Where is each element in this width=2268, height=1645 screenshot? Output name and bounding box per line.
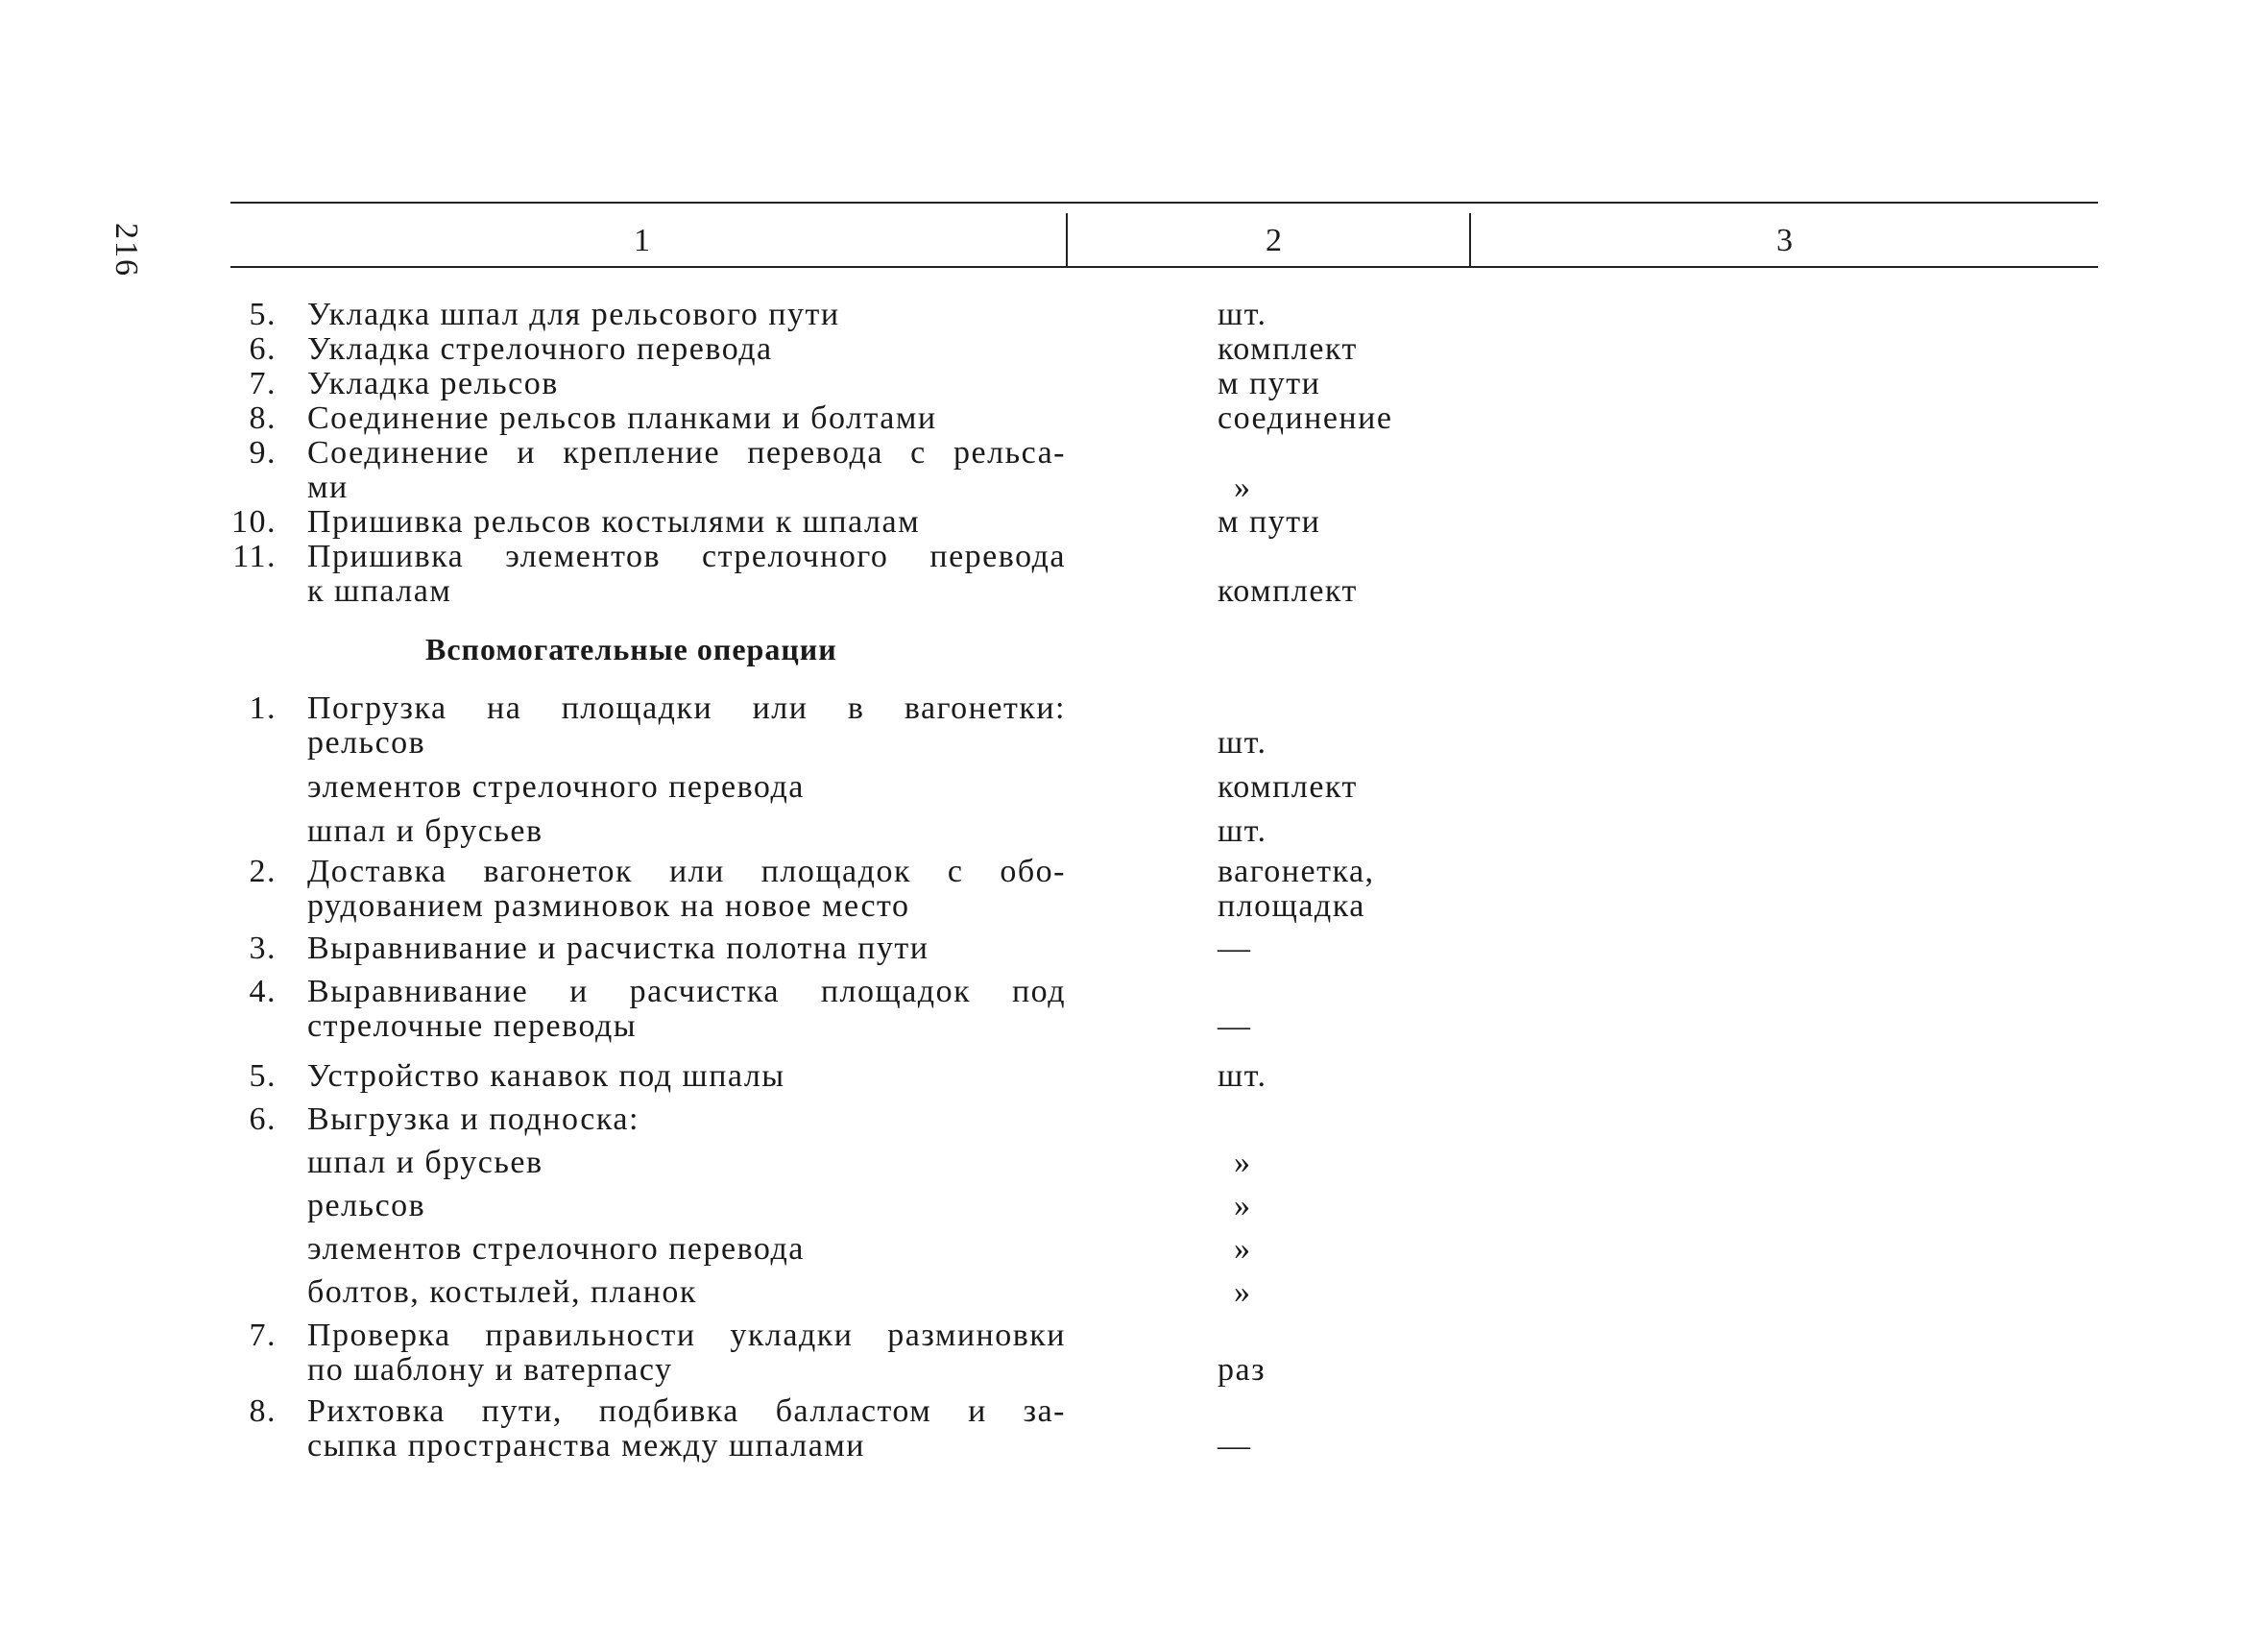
description-line: сыпка пространства между шпалами — [307, 1428, 865, 1464]
description-line: по шаблону и ватерпасу — [307, 1352, 673, 1388]
row-unit: шт. — [1218, 1058, 1267, 1094]
column-divider-2 — [1469, 213, 1471, 267]
description-line: Выравнивание и расчистка полотна пути — [307, 931, 929, 966]
description-line: Погрузка на площадки или в вагонетки: — [307, 690, 1066, 726]
description-line: к шпалам — [307, 573, 452, 609]
description-line: Укладка стрелочного перевода — [307, 331, 773, 367]
row-unit: шт. — [1218, 297, 1267, 332]
row-unit: шт. — [1218, 725, 1267, 761]
description-line: ми — [307, 470, 349, 505]
row-unit: вагонетка, площадка — [1218, 854, 1375, 924]
row-description — [307, 1394, 1066, 1464]
row-description — [307, 931, 1066, 966]
description-line: Пришивка рельсов костылями к шпалам — [307, 504, 921, 540]
description-line: Пришивка элементов стрелочного перевода — [307, 539, 1066, 574]
row-number: 4. — [249, 974, 277, 1009]
column-header-1: 1 — [634, 223, 650, 258]
row-description — [307, 1189, 1066, 1223]
row-number: 7. — [249, 1318, 277, 1353]
row-unit: » — [1234, 470, 1252, 505]
row-number: 8. — [249, 1393, 277, 1429]
row-unit: — — [1218, 1428, 1252, 1464]
row-unit: м пути — [1218, 504, 1321, 540]
row-description — [307, 436, 1066, 505]
description-line: рудованием разминовок на новое место — [307, 888, 910, 924]
row-unit: раз — [1218, 1352, 1267, 1388]
description-line: элементов стрелочного перевода — [307, 769, 805, 805]
row-description — [307, 1275, 1066, 1310]
description-line: Проверка правильности укладки разминовки — [307, 1318, 1066, 1353]
row-description — [307, 401, 1066, 436]
row-unit: соединение — [1218, 400, 1393, 436]
row-number: 11. — [232, 539, 277, 574]
column-header-2: 2 — [1266, 223, 1282, 258]
description-line: стрелочные переводы — [307, 1008, 638, 1044]
description-line: Соединение и крепление перевода с рельса- — [307, 435, 1066, 471]
row-description — [307, 1146, 1066, 1180]
section-title: Вспомогательные операции — [425, 632, 837, 666]
row-description — [307, 975, 1066, 1044]
header-bottom-rule — [230, 266, 2098, 268]
row-number: 7. — [249, 366, 277, 401]
row-unit: — — [1218, 931, 1252, 966]
row-description — [307, 814, 1066, 849]
row-unit: комплект — [1218, 573, 1358, 609]
row-unit: » — [1234, 1188, 1252, 1223]
row-unit: комплект — [1218, 331, 1358, 367]
description-line: Выгрузка и подноска: — [307, 1101, 639, 1137]
row-unit: » — [1234, 1274, 1252, 1310]
description-line: рельсов — [307, 725, 426, 761]
header-top-rule — [230, 202, 2098, 204]
row-unit: комплект — [1218, 769, 1358, 805]
row-description — [307, 1232, 1066, 1267]
row-description — [307, 1102, 1066, 1137]
description-line: Выравнивание и расчистка площадок под — [307, 974, 1066, 1009]
row-number: 6. — [249, 331, 277, 367]
description-line: шпал и брусьев — [307, 813, 543, 849]
row-number: 3. — [249, 931, 277, 966]
description-line: Доставка вагонеток или площадок с обо- — [307, 854, 1066, 889]
column-divider-1 — [1066, 213, 1068, 267]
row-unit: » — [1234, 1145, 1252, 1180]
row-unit: шт. — [1218, 813, 1267, 849]
row-unit: » — [1234, 1231, 1252, 1267]
row-unit: м пути — [1218, 366, 1321, 401]
row-number: 9. — [249, 435, 277, 471]
row-number: 6. — [249, 1101, 277, 1137]
description-line: Устройство канавок под шпалы — [307, 1058, 785, 1094]
column-header-3: 3 — [1776, 223, 1793, 258]
row-description — [307, 332, 1066, 367]
description-line: Рихтовка пути, подбивка балластом и за- — [307, 1393, 1066, 1429]
row-unit: — — [1218, 1008, 1252, 1044]
description-line: Укладка шпал для рельсового пути — [307, 297, 840, 332]
row-description — [307, 540, 1066, 609]
row-number: 8. — [249, 400, 277, 436]
row-description — [307, 298, 1066, 332]
row-description — [307, 1059, 1066, 1094]
row-number: 1. — [249, 690, 277, 726]
description-line: болтов, костылей, планок — [307, 1274, 697, 1310]
row-number: 5. — [249, 1058, 277, 1094]
row-number: 5. — [249, 297, 277, 332]
row-number: 10. — [231, 504, 277, 540]
description-line: рельсов — [307, 1188, 426, 1223]
description-line: шпал и брусьев — [307, 1145, 543, 1180]
row-number: 2. — [249, 854, 277, 889]
row-description — [307, 367, 1066, 401]
page-number: 216 — [109, 223, 144, 278]
description-line: элементов стрелочного перевода — [307, 1231, 805, 1267]
row-description — [307, 770, 1066, 805]
row-description — [307, 691, 1066, 761]
row-description — [307, 855, 1066, 924]
description-line: Соединение рельсов планками и болтами — [307, 400, 937, 436]
description-line: Укладка рельсов — [307, 366, 559, 401]
row-description — [307, 1318, 1066, 1388]
row-description — [307, 505, 1066, 540]
